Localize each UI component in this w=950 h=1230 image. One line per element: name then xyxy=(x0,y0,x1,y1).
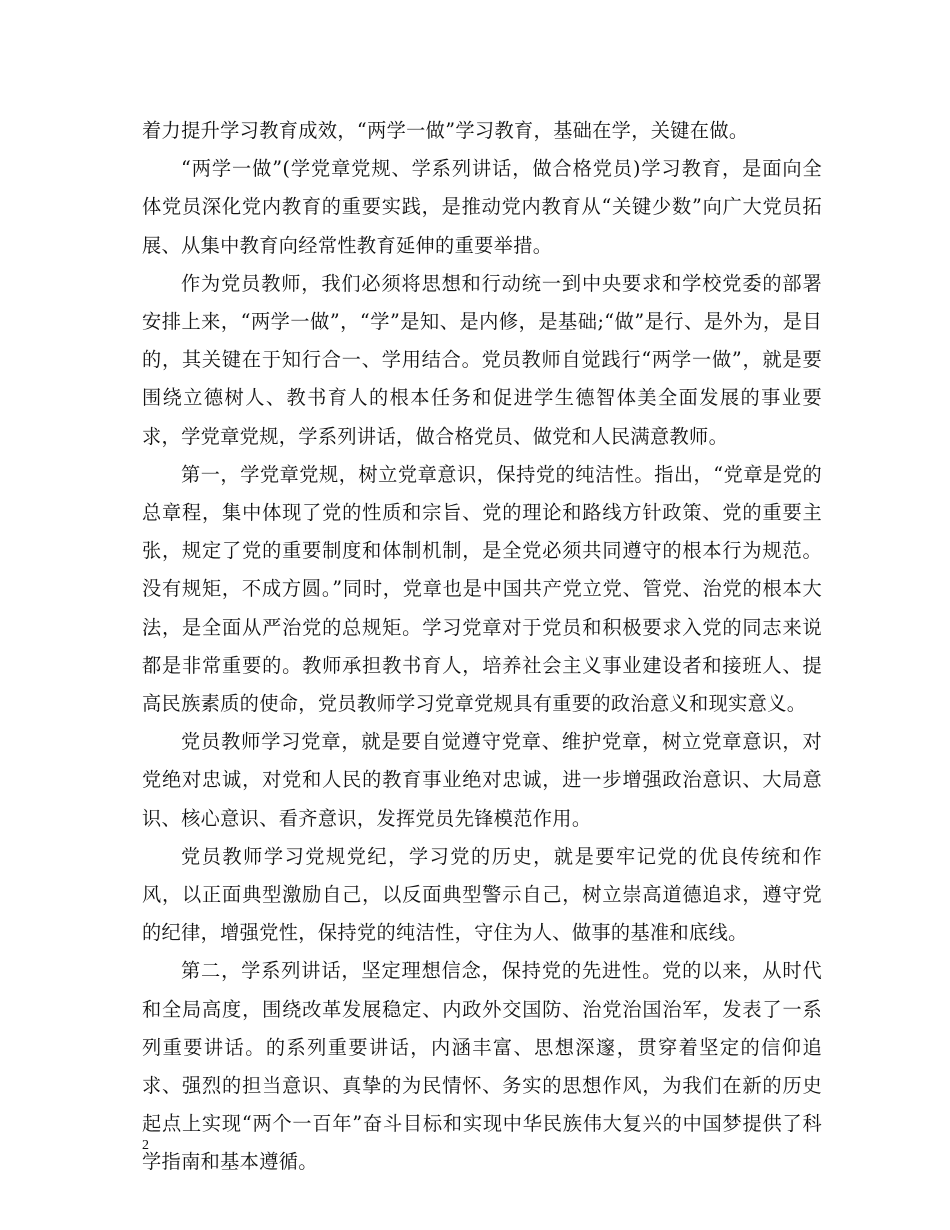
page-number: 2 xyxy=(142,1138,149,1153)
paragraph-2: “两学一做”(学党章党规、学系列讲话，做合格党员)学习教育，是面向全体党员深化党内教育的重要实践，是推动党内教育从“关键少数”向广大党员拓展、从集中教育向经常性教育延伸的重要举措。 xyxy=(142,157,822,257)
paragraph-7: 第二，学系列讲话，坚定理想信念，保持党的先进性。党的以来，从时代和全局高度，围绕改革发展稳定、内政外交国防、治党治国治军，发表了一系列重要讲话。的系列重要讲话，内涵丰富、思想深邃，贯穿着坚定的信仰追求、强烈的担当意识、真挚的为民情怀、务实的思想作风，为我们在新的历史起点上实现“两个一百年”奋斗目标和实现中华民族伟大复兴的中国梦提供了科学指南和基本遵循。 xyxy=(142,959,822,1174)
paragraph-5: 党员教师学习党章，就是要自觉遵守党章、维护党章，树立党章意识，对党绝对忠诚，对党和人民的教育事业绝对忠诚，进一步增强政治意识、大局意识、核心意识、看齐意识，发挥党员先锋模范作用。 xyxy=(142,730,822,830)
paragraph-3: 作为党员教师，我们必须将思想和行动统一到中央要求和学校党委的部署安排上来，“两学一做”，“学”是知、是内修，是基础;“做”是行、是外为，是目的，其关键在于知行合一、学用结合。党员教师自觉践行“两学一做”，就是要围绕立德树人、教书育人的根本任务和促进学生德智体美全面发展的事业要求，学党章党规，学系列讲话，做合格党员、做党和人民满意教师。 xyxy=(142,271,822,448)
document-body xyxy=(142,112,822,1182)
paragraph-1: 着力提升学习教育成效，“两学一做”学习教育，基础在学，关键在做。 xyxy=(142,119,749,142)
paragraph-6: 党员教师学习党规党纪，学习党的历史，就是要牢记党的优良传统和作风，以正面典型激励自己，以反面典型警示自己，树立崇高道德追求，遵守党的纪律，增强党性，保持党的纯洁性，守住为人、做事的基准和底线。 xyxy=(142,844,822,945)
paragraph-4: 第一，学党章党规，树立党章意识，保持党的纯洁性。指出，“党章是党的总章程，集中体现了党的性质和宗旨、党的理论和路线方针政策、党的重要主张，规定了党的重要制度和体制机制，是全党必须共同遵守的根本行为规范。没有规矩，不成方圆。”同时，党章也是中国共产党立党、管党、治党的根本大法，是全面从严治党的总规矩。学习党章对于党员和积极要求入党的同志来说都是非常重要的。教师承担教书育人，培养社会主义事业建设者和接班人、提高民族素质的使命，党员教师学习党章党规具有重要的政治意义和现实意义。 xyxy=(142,462,822,716)
